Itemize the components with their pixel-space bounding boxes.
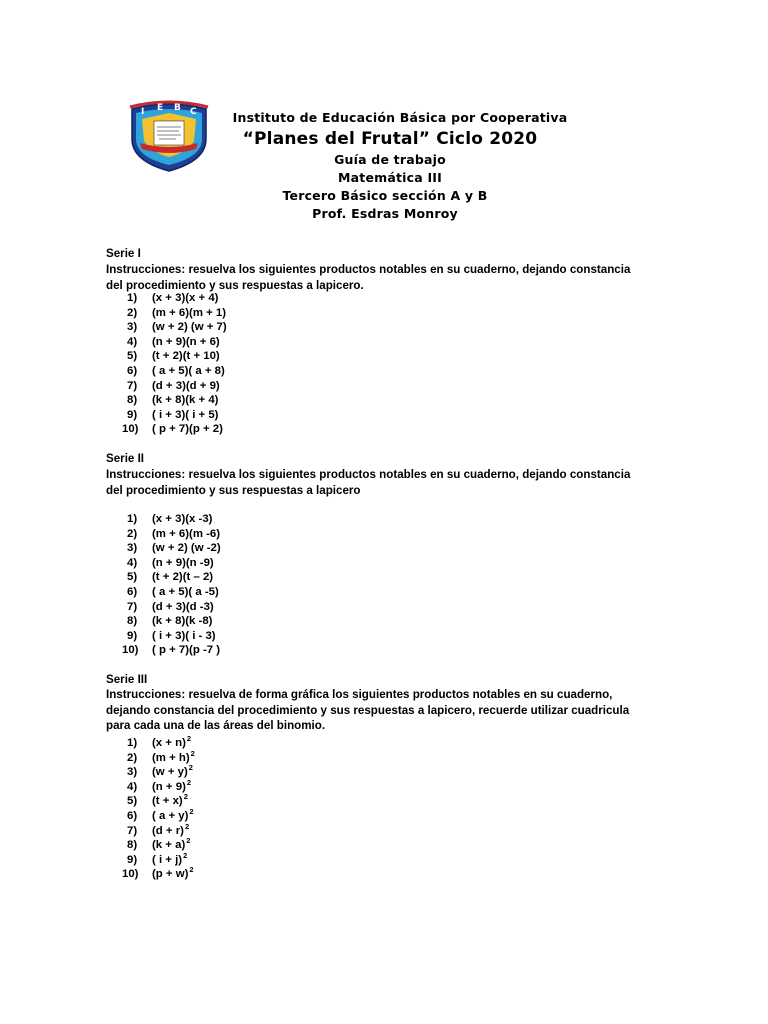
exponent: 2 bbox=[183, 850, 188, 860]
item-number: 5) bbox=[127, 795, 138, 808]
item-expression: ( p + 7)(p -7 ) bbox=[152, 644, 221, 657]
serie-2-title: Serie II bbox=[106, 452, 145, 465]
exponent: 2 bbox=[184, 821, 190, 831]
list-item bbox=[105, 556, 405, 571]
list-item bbox=[105, 320, 405, 335]
item-expression: (d + 3)(d + 9) bbox=[152, 379, 220, 392]
logo-letter-c: C bbox=[190, 107, 197, 117]
item-expression: (t + 2)(t + 10) bbox=[152, 350, 220, 363]
list-item bbox=[105, 790, 405, 808]
item-expression: (n + 9)(n + 6) bbox=[152, 335, 220, 348]
item-expression: (k + a) bbox=[152, 839, 186, 852]
item-number: 10) bbox=[122, 868, 139, 881]
item-expression: ( i + 3)( i - 3) bbox=[152, 629, 216, 642]
item-expression: ( a + 5)( a -5) bbox=[152, 585, 219, 598]
item-number: 8) bbox=[127, 839, 138, 852]
item-expression: (x + n) bbox=[152, 737, 186, 749]
item-expression: (n + 9)(n -9) bbox=[152, 556, 214, 569]
serie-2-instructions: Instrucciones: resuelva los siguientes productos notables en su cuaderno, dejando constancia del procedimiento y sus respuestas a lapicero bbox=[106, 468, 631, 497]
list-item bbox=[105, 820, 405, 835]
logo-letter-i: I bbox=[141, 107, 145, 117]
item-number: 10) bbox=[122, 423, 139, 436]
exponent: 2 bbox=[183, 792, 188, 802]
list-item bbox=[105, 408, 405, 423]
item-expression: (t + x) bbox=[152, 795, 183, 808]
teacher-label: Prof. Esdras Monroy bbox=[312, 206, 458, 221]
item-expression: ( a + y) bbox=[152, 809, 189, 822]
item-number: 9) bbox=[127, 408, 138, 421]
item-expression: (t + 2)(t – 2) bbox=[152, 571, 214, 584]
item-number: 5) bbox=[127, 350, 138, 363]
serie-1-instructions: Instrucciones: resuelva los siguientes productos notables en su cuaderno, dejando constancia del procedimiento y sus respuestas a lapicero. bbox=[106, 263, 631, 292]
item-number: 2) bbox=[127, 527, 138, 540]
list-item bbox=[105, 291, 405, 306]
list-item bbox=[105, 306, 405, 321]
item-expression: (p + w) bbox=[152, 868, 189, 881]
serie-3-instructions: Instrucciones: resuelva de forma gráfica los siguientes productos notables en su cuaderno, dejando constancia del procedimiento y sus respuestas a lapicero, recuerde utilizar cuadricula para cada una de las áreas del binomio. bbox=[106, 688, 630, 732]
exponent: 2 bbox=[190, 748, 195, 758]
list-item bbox=[105, 629, 405, 644]
list-item bbox=[105, 776, 405, 791]
serie-1-title: Serie I bbox=[106, 247, 141, 260]
item-expression: ( i + j) bbox=[152, 853, 183, 866]
item-expression: ( a + 5)( a + 8) bbox=[152, 364, 225, 377]
item-expression: (n + 9) bbox=[152, 780, 186, 793]
list-item bbox=[105, 600, 405, 615]
item-number: 6) bbox=[127, 809, 138, 822]
exponent: 2 bbox=[189, 865, 194, 875]
item-expression: (m + h) bbox=[152, 751, 190, 764]
list-item bbox=[105, 643, 405, 658]
list-item bbox=[105, 349, 405, 364]
item-number: 7) bbox=[127, 824, 138, 837]
item-expression: ( i + 3)( i + 5) bbox=[152, 408, 219, 421]
item-number: 8) bbox=[127, 615, 138, 628]
serie-1-list bbox=[105, 291, 405, 437]
list-item bbox=[105, 849, 405, 864]
list-item bbox=[105, 805, 405, 820]
list-item bbox=[105, 364, 405, 379]
item-expression: (k + 8)(k + 4) bbox=[152, 394, 219, 407]
exponent: 2 bbox=[189, 806, 194, 816]
item-expression: (x + 3)(x + 4) bbox=[152, 292, 219, 304]
list-item bbox=[105, 614, 405, 629]
item-number: 6) bbox=[127, 364, 138, 377]
item-number: 7) bbox=[127, 600, 138, 613]
exponent: 2 bbox=[188, 763, 193, 773]
item-expression: (w + y) bbox=[152, 766, 188, 779]
list-item bbox=[105, 834, 405, 852]
item-expression: (w + 2) (w + 7) bbox=[152, 321, 227, 334]
exponent: 2 bbox=[186, 836, 191, 846]
item-number: 3) bbox=[127, 321, 138, 334]
list-item bbox=[105, 379, 405, 394]
item-number: 2) bbox=[127, 751, 138, 764]
item-number: 1) bbox=[127, 513, 138, 525]
institution-name: Instituto de Educación Básica por Cooperativa bbox=[232, 110, 568, 125]
item-number: 4) bbox=[127, 556, 138, 569]
list-item bbox=[105, 570, 405, 585]
item-expression: (w + 2) (w -2) bbox=[152, 542, 221, 555]
document-title: “Planes del Frutal” Ciclo 2020 bbox=[242, 129, 538, 149]
item-number: 1) bbox=[127, 292, 138, 304]
logo-letter-e: E bbox=[157, 103, 164, 113]
item-number: 9) bbox=[127, 853, 138, 866]
item-number: 1) bbox=[127, 737, 138, 749]
list-item bbox=[105, 761, 405, 779]
subject-label: Matemática III bbox=[338, 170, 442, 185]
item-number: 6) bbox=[127, 585, 138, 598]
item-number: 3) bbox=[127, 542, 138, 555]
serie-2-list bbox=[105, 512, 405, 658]
item-expression: (d + r) bbox=[152, 824, 184, 837]
list-item bbox=[105, 747, 405, 762]
serie-3-list bbox=[105, 732, 405, 881]
list-item bbox=[105, 541, 405, 556]
list-item bbox=[105, 585, 405, 600]
list-item bbox=[105, 393, 405, 408]
exponent: 2 bbox=[186, 734, 192, 743]
logo-letter-b: B bbox=[174, 103, 181, 113]
item-number: 5) bbox=[127, 571, 138, 584]
item-number: 3) bbox=[127, 766, 138, 779]
exponent: 2 bbox=[186, 777, 192, 787]
list-item bbox=[105, 335, 405, 350]
item-number: 8) bbox=[127, 394, 138, 407]
item-expression: (x + 3)(x -3) bbox=[152, 513, 213, 525]
guide-label: Guía de trabajo bbox=[334, 152, 446, 167]
item-expression: (d + 3)(d -3) bbox=[152, 600, 214, 613]
item-expression: (m + 6)(m + 1) bbox=[152, 306, 227, 319]
item-number: 4) bbox=[127, 335, 138, 348]
serie-3-title: Serie III bbox=[106, 673, 148, 686]
item-expression: (k + 8)(k -8) bbox=[152, 615, 213, 628]
item-number: 7) bbox=[127, 379, 138, 392]
list-item bbox=[105, 422, 405, 437]
list-item bbox=[105, 732, 405, 747]
item-number: 4) bbox=[127, 780, 138, 793]
item-expression: ( p + 7)(p + 2) bbox=[152, 423, 223, 436]
list-item bbox=[105, 863, 405, 881]
item-number: 10) bbox=[122, 644, 139, 657]
item-expression: (m + 6)(m -6) bbox=[152, 527, 221, 540]
grade-label: Tercero Básico sección A y B bbox=[282, 188, 488, 203]
list-item bbox=[105, 527, 405, 542]
item-number: 2) bbox=[127, 306, 138, 319]
item-number: 9) bbox=[127, 629, 138, 642]
list-item bbox=[105, 512, 405, 527]
